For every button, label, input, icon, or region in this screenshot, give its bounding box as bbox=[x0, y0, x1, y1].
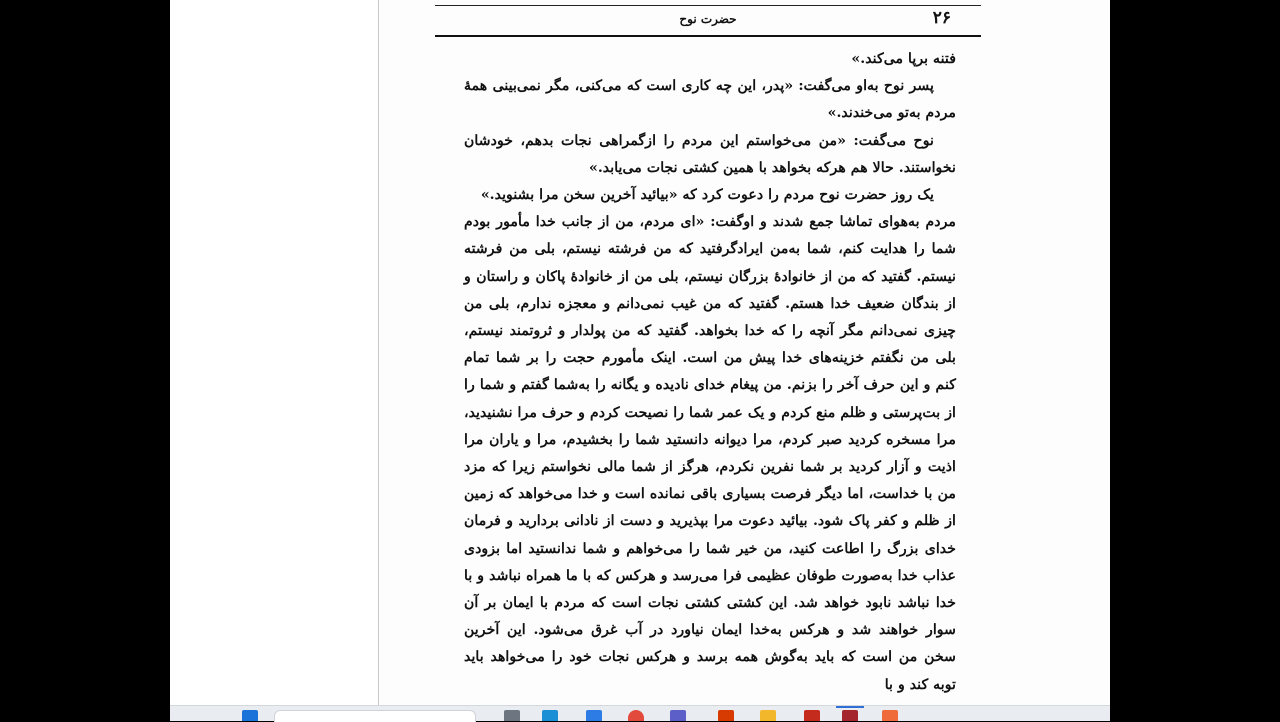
task-view-icon[interactable] bbox=[504, 710, 520, 721]
active-app-icon[interactable] bbox=[842, 710, 858, 721]
paragraph: پسر نوح به‌او می‌گفت: «پدر، این چه کاری است که می‌کنی، مگر نمی‌بینی همهٔ مردم به‌تو می‌خندند.» bbox=[464, 78, 956, 122]
paragraph: فتنه برپا می‌کند.» bbox=[851, 51, 956, 67]
windows-start-icon[interactable] bbox=[242, 710, 258, 721]
active-app-indicator bbox=[836, 706, 864, 708]
paragraph: مردم به‌هوای تماشا جمع شدند و اوگفت: «ای مردم، من از جانب خدا مأمور بودم شما را هدایت کنم، شما به‌من ایرادگرفتید که من فرشته نیستم، بلی من فرشته نیستم. گفتید که من از خانوادهٔ بزرگان نیستم، بلی من از خانوادهٔ پاکان و راستان و از بندگان ضعیف خدا هستم. گفتید که من غیب نمی‌دانم و معجزه ندارم، بلی من چیزی نمی‌دانم مگر آنچه را که خدا بخواهد. گفتید که من پولدار و ثروتمند نیستم، بلی من نگفتم خزینه‌های خدا پیش من است. اینک مأمورم حجت را بر شما تمام کنم و این حرف آخر را بزنم. من پیغام خدای نادیده و یگانه را به‌شما گفتم و شما را از بت‌پرستی و ظلم منع کردم و یک عمر شما را نصیحت کردم و حرف مرا نشنیدید، مرا مسخره کردید صبر کردم، مرا دیوانه دانستید شما را بخشیدم، مرا و یاران مرا اذیت و آزار کردید بر شما نفرین نکردم، هرگز از شما مالی نخواستم زیرا که مزد من با خداست، اما دیگر فرصت بسیاری باقی نمانده است و خدا می‌خواهد که زمین از ظلم و کفر پاک شود. بیائید دعوت مرا بپذیرید و دست از نادانی بردارید و فرمان خدای بزرگ را اطاعت کنید، من خیر شما را می‌خواهم و شما ندانستید اما بزودی عذاب خدا به‌صورت طوفان عظیمی فرا می‌رسد و هرکس که با ما همراه نباشد و با خدا نباشد نابود خواهد شد. این کشتی کشتی نجات است که مردم با ایمان بر آن سوار خواهند شد و هرکس به‌خدا ایمان نیاورد در آب غرق می‌شود. این آخرین سخن من است که باید به‌گوش همه برسد و هرکس نجات خود را می‌خواهد باید توبه کند و با bbox=[464, 214, 956, 693]
app-icon[interactable] bbox=[882, 710, 898, 721]
chrome-icon[interactable] bbox=[628, 710, 644, 721]
office-icon[interactable] bbox=[718, 710, 734, 721]
scanned-page bbox=[379, 0, 1110, 705]
page-number: ۲۶ bbox=[932, 8, 951, 28]
running-title: حضرت نوح bbox=[679, 12, 737, 26]
paragraph: یک روز حضرت نوح مردم را دعوت کرد که «بیائید آخرین سخن مرا بشنوید.» bbox=[480, 187, 934, 204]
document-viewer[interactable] bbox=[170, 0, 1110, 720]
body-text bbox=[464, 46, 956, 699]
edge-icon[interactable] bbox=[542, 710, 558, 721]
mail-icon[interactable] bbox=[586, 710, 602, 721]
header-rule-bottom bbox=[435, 35, 981, 37]
page-header bbox=[435, 0, 981, 38]
teams-icon[interactable] bbox=[670, 710, 686, 721]
app-icon[interactable] bbox=[804, 710, 820, 721]
paragraph: نوح می‌گفت: «من می‌خواستم این مردم را ازگمراهی نجات بدهم، خودشان نخواستند. حالا هم هرکه بخواهد با همین کشتی نجات می‌یابد.» bbox=[464, 132, 956, 176]
header-rule-top bbox=[435, 5, 981, 6]
viewer-background bbox=[170, 0, 378, 720]
taskbar bbox=[170, 705, 1110, 721]
folder-icon[interactable] bbox=[760, 710, 776, 721]
search-input[interactable] bbox=[274, 710, 476, 722]
